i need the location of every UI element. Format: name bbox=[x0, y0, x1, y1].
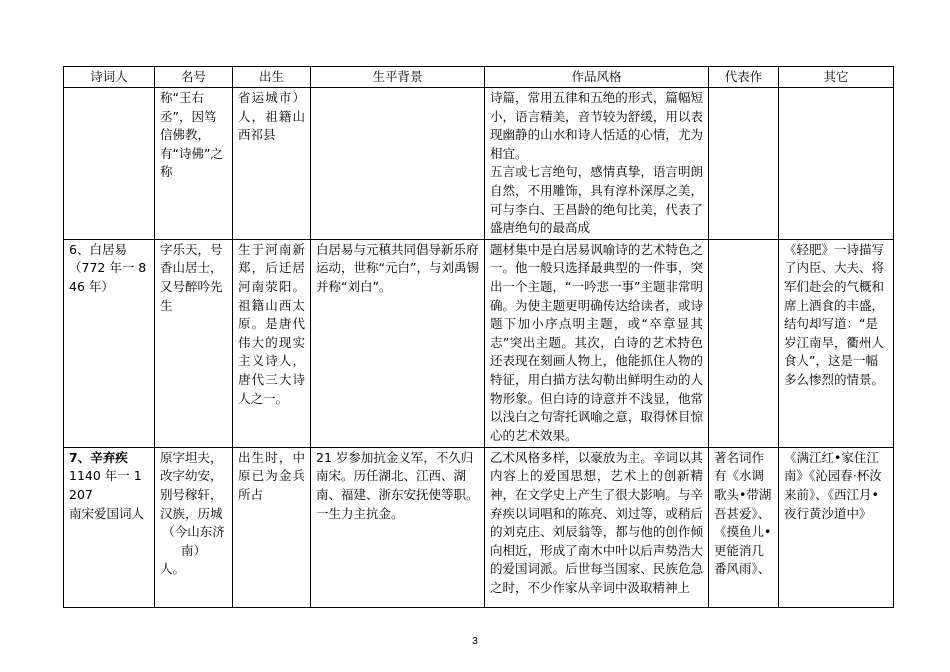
header-works: 代表作 bbox=[709, 67, 779, 88]
poet-dates: （772 年一 846 年） bbox=[69, 260, 147, 294]
cell-works bbox=[709, 88, 779, 240]
cell-name bbox=[155, 447, 233, 607]
poet-dates: 1140 年一 1207 bbox=[69, 468, 142, 502]
style-paragraph: 诗篇，常用五律和五绝的形式，篇幅短小，语言精美，音节较为舒缓，用以表现幽静的山水和诗人恬适的心情，尤为相宜。 bbox=[490, 90, 703, 161]
page-number: 3 bbox=[472, 636, 478, 647]
table-row bbox=[64, 239, 894, 447]
header-poet: 诗词人 bbox=[64, 67, 155, 88]
header-background: 生平背景 bbox=[311, 67, 485, 88]
cell-other bbox=[779, 88, 894, 240]
name-text: 原字坦夫，改字幼安，别号稼轩，汉族，历城 bbox=[160, 449, 223, 521]
cell-poet bbox=[64, 447, 155, 607]
cell-birth: 省运城市）人，祖籍山西祁县 bbox=[233, 88, 311, 240]
cell-name: 称“王右丞”，因笃信佛教，有“诗佛”之称 bbox=[155, 88, 233, 240]
style-paragraph: 五言或七言绝句，感情真挚，语言明朗自然，不用雕饰，具有淳朴深厚之美，可与李白、王昌龄的绝句比美，代表了盛唐绝句的最高成 bbox=[490, 164, 703, 236]
cell-other: 《轻肥》一诗描写了内臣、大夫、将军们赴会的气概和席上酒食的丰盛，结句却写道：“是岁江南旱，衢州人食人”，这是一幅多么惨烈的情景。 bbox=[779, 239, 894, 447]
cell-style: 乙术风格多样，以豪放为主。辛词以其内容上的爱国思想，艺术上的创新精神，在文学史上产生了很大影响。与辛弃疾以词唱和的陈亮、刘过等，或稍后的刘克庄、刘辰翁等，都与他的创作倾向相近，形成了南木中叶以后声势浩大的爱国词派。后世每当国家、民族危急之时，不少作家从辛词中汲取精神上 bbox=[485, 447, 709, 607]
cell-background: 白居易与元稹共同倡导新乐府运动，世称“元白”，与刘禹锡并称“刘白”。 bbox=[311, 239, 485, 447]
name-tail: 人。 bbox=[160, 561, 186, 577]
cell-works bbox=[709, 239, 779, 447]
cell-poet bbox=[64, 88, 155, 240]
table-row bbox=[64, 447, 894, 607]
cell-other: 《满江红•家住江南》《沁园春·杯汝来前》、《西江月•夜行黄沙道中》 bbox=[779, 447, 894, 607]
cell-birth: 出生时，中原已为金兵所占 bbox=[233, 447, 311, 607]
poet-title: 南宋爱国词人 bbox=[69, 505, 145, 521]
poet-name: 6、白居易 bbox=[69, 241, 127, 257]
cell-poet bbox=[64, 239, 155, 447]
cell-works: 著名词作有《水调歌头•带湖吾甚爱》、《摸鱼儿•更能消几番风雨》、 bbox=[709, 447, 779, 607]
cell-background bbox=[311, 88, 485, 240]
cell-style: 题材集中是白居易讽喻诗的艺术特色之一。他一般只选择最典型的一件事，突出一个主题，“一吟悲一事”主题非常明确。为使主题更明确传达给读者，或诗题下加小序点明主题，或“卒章显其志”突出主题。其次，白诗的艺术特色还表现在刻画人物上，他能抓住人物的特征，用白描方法勾勒出鲜明生动的人物形象。但白诗的诗意并不浅显，他常以浅白之句寄托讽喻之意，取得怵目惊心的艺术效果。 bbox=[485, 239, 709, 447]
name-note: （今山东济南） bbox=[162, 524, 225, 558]
header-name: 名号 bbox=[155, 67, 233, 88]
header-style: 作品风格 bbox=[485, 67, 709, 88]
cell-background: 21 岁参加抗金义军，不久归南宋。历任湖北、江西、湖南、福建、浙东安抚使等职。一生力主抗金。 bbox=[311, 447, 485, 607]
header-birth: 出生 bbox=[233, 67, 311, 88]
poet-name: 7、辛弃疾 bbox=[69, 449, 128, 465]
cell-name: 字乐天，号香山居士，又号醉吟先生 bbox=[155, 239, 233, 447]
table-row bbox=[64, 88, 894, 240]
table-header-row bbox=[64, 67, 894, 88]
header-other: 其它 bbox=[779, 67, 894, 88]
cell-style bbox=[485, 88, 709, 240]
poets-table bbox=[63, 66, 894, 608]
cell-birth: 生于河南新郑，后迁居河南荥阳。祖籍山西太原。是唐代伟大的现实主义诗人，唐代三大诗人之一。 bbox=[233, 239, 311, 447]
